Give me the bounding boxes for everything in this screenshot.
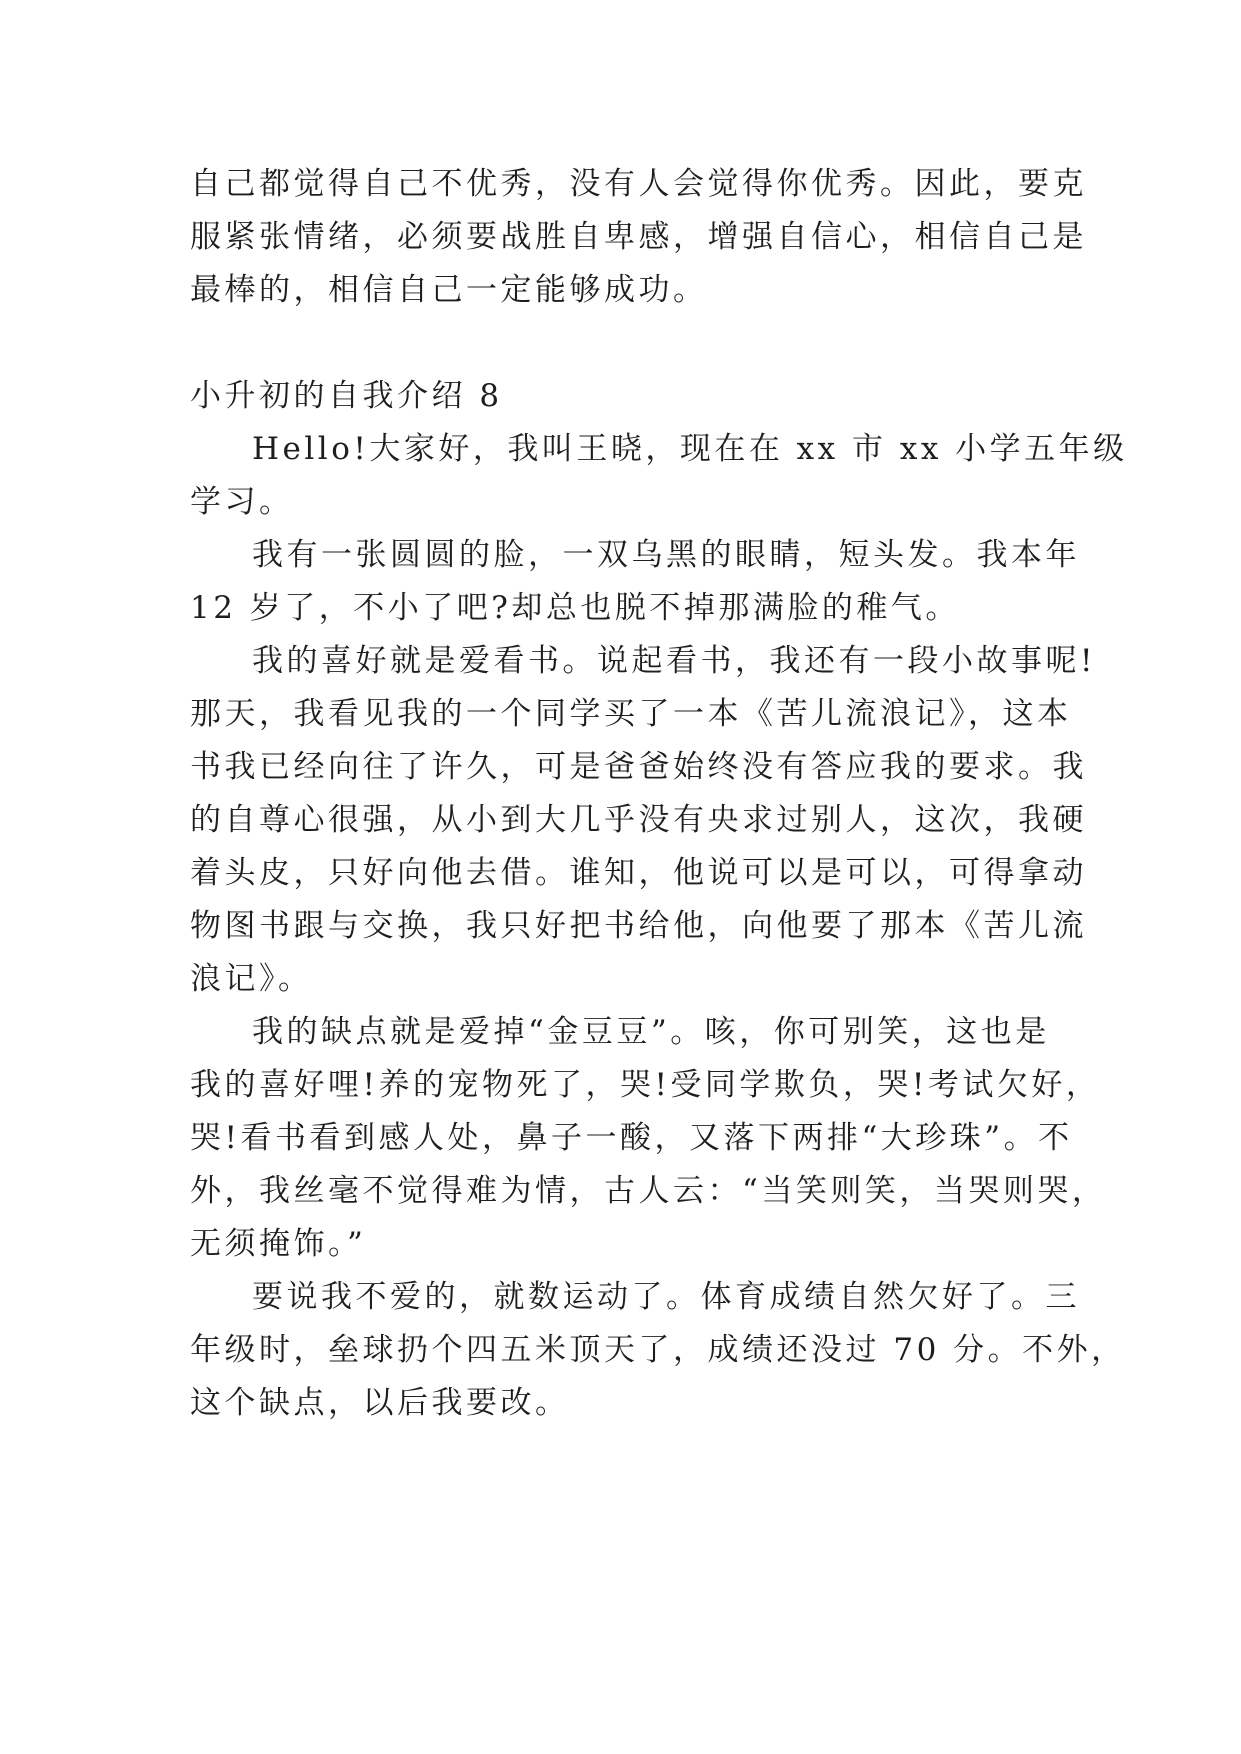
body-line: 着头皮，只好向他去借。谁知，他说可以是可以，可得拿动	[190, 855, 1087, 891]
body-line: 服紧张情绪，必须要战胜自卑感，增强自信心，相信自己是	[190, 219, 1087, 255]
body-line: 书我已经向往了许久，可是爸爸始终没有答应我的要求。我	[190, 749, 1087, 785]
body-line: 那天，我看见我的一个同学买了一本《苦儿流浪记》，这本	[190, 696, 1072, 732]
body-line: 的自尊心很强，从小到大几乎没有央求过别人，这次，我硬	[190, 802, 1087, 838]
body-line: 年级时，垒球扔个四五米顶天了，成绩还没过 70 分。不外，	[190, 1332, 1126, 1368]
body-line: 这个缺点，以后我要改。	[190, 1385, 570, 1421]
body-line: Hello!大家好，我叫王晓，现在在 xx 市 xx 小学五年级	[252, 431, 1128, 467]
body-line: 最棒的，相信自己一定能够成功。	[190, 272, 708, 308]
body-line: 我的缺点就是爱掉“金豆豆”。咳，你可别笑，这也是	[252, 1014, 1050, 1050]
body-line: 外，我丝毫不觉得难为情，古人云：“当笑则笑，当哭则哭，	[190, 1173, 1107, 1209]
body-line: 我的喜好就是爱看书。说起看书，我还有一段小故事呢!	[252, 643, 1096, 679]
body-line: 我有一张圆圆的脸，一双乌黑的眼睛，短头发。我本年	[252, 537, 1080, 573]
body-line: 哭!看书看到感人处，鼻子一酸，又落下两排“大珍珠”。不	[190, 1120, 1073, 1156]
body-line: 浪记》。	[190, 961, 313, 997]
body-line: 要说我不爱的，就数运动了。体育成绩自然欠好了。三	[252, 1279, 1080, 1315]
body-line: 学习。	[190, 484, 294, 520]
body-line: 我的喜好哩!养的宠物死了，哭!受同学欺负，哭!考试欠好，	[190, 1067, 1101, 1103]
body-line: 无须掩饰。”	[190, 1226, 367, 1262]
body-line: 自己都觉得自己不优秀，没有人会觉得你优秀。因此，要克	[190, 166, 1087, 202]
section-heading: 小升初的自我介绍 8	[190, 378, 503, 414]
body-line: 12 岁了，不小了吧?却总也脱不掉那满脸的稚气。	[190, 590, 960, 626]
body-line: 物图书跟与交换，我只好把书给他，向他要了那本《苦儿流	[190, 908, 1087, 944]
